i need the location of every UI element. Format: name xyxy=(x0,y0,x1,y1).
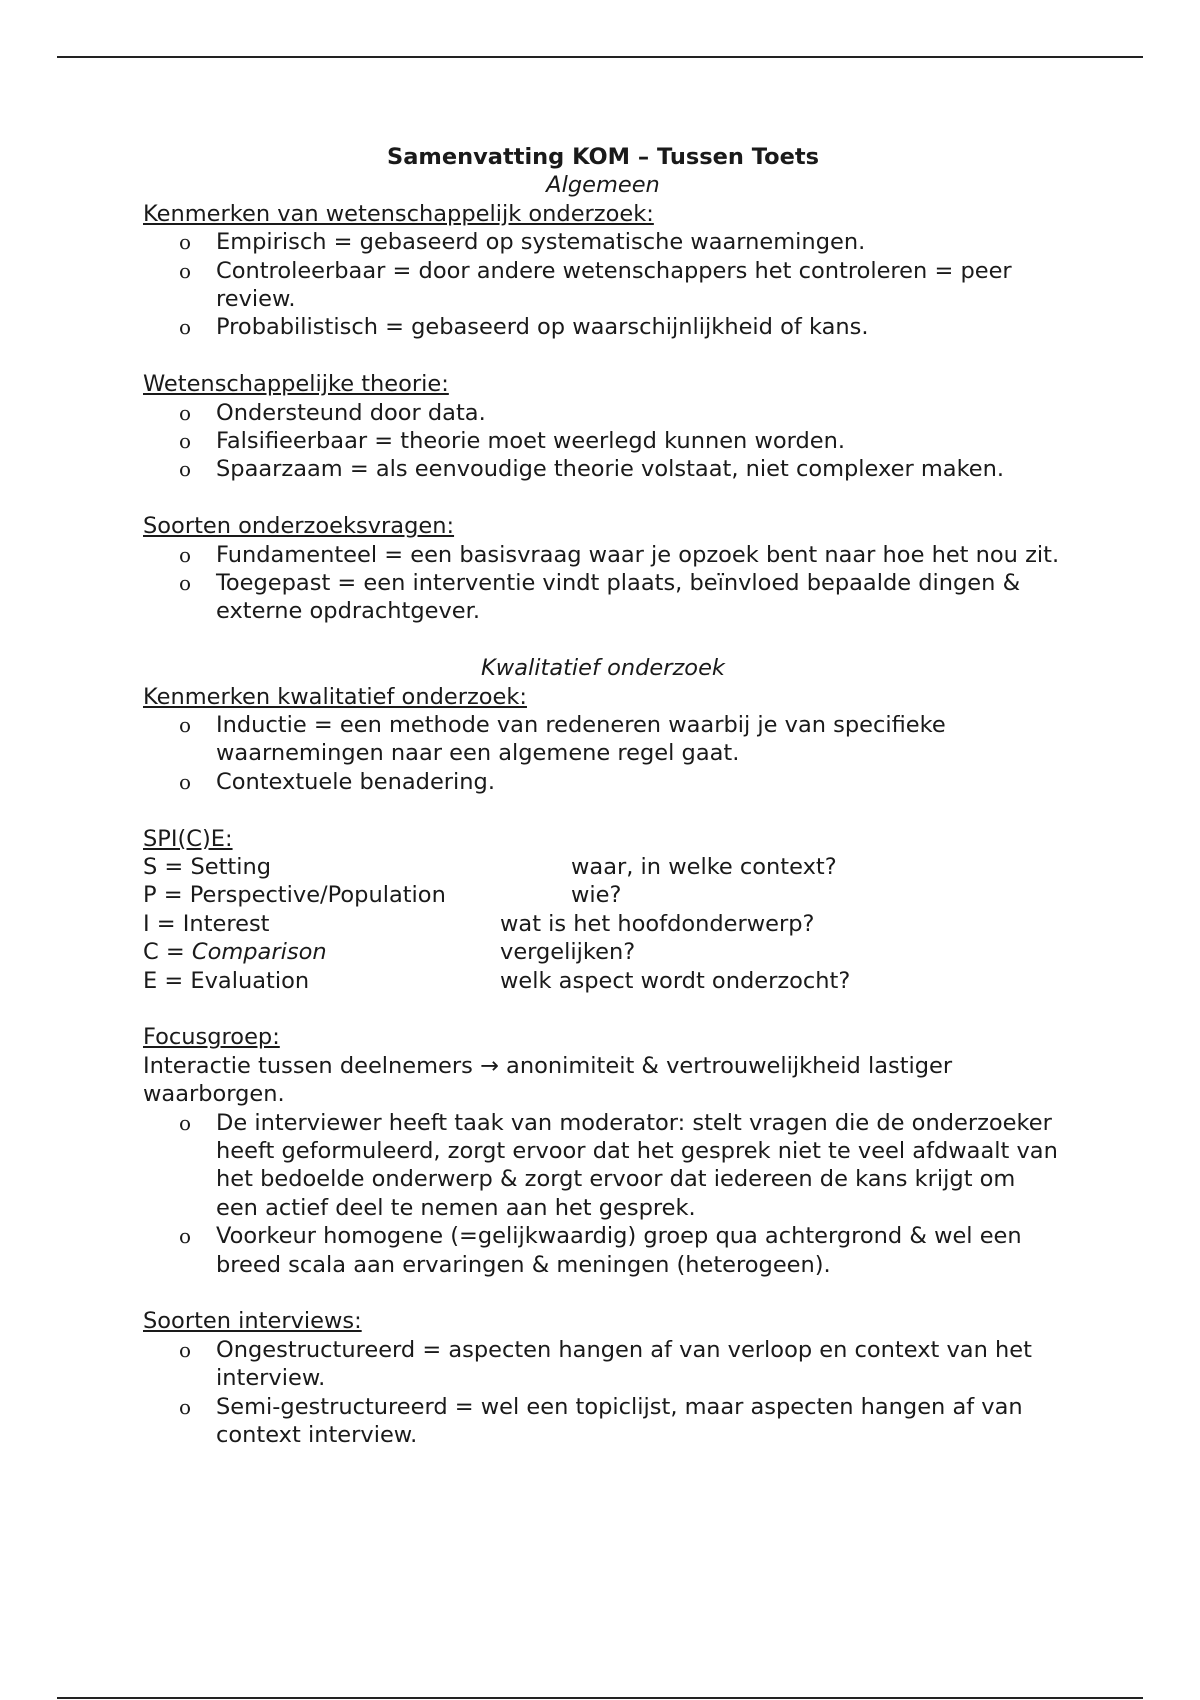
list-item: o Inductie = een methode van redeneren waarbij je van specifieke waarnemingen naar een algemene regel gaat. xyxy=(179,712,946,767)
list-item: o Falsifieerbaar = theorie moet weerlegd kunnen worden. xyxy=(179,428,846,455)
list-focusgroup xyxy=(143,1109,1063,1279)
bullet-icon: o xyxy=(179,429,192,454)
list-item: o Controleerbaar = door andere wetenschappers het controleren = peer review. xyxy=(179,257,1012,312)
bullet-icon: o xyxy=(179,1337,192,1362)
bullet-icon: o xyxy=(179,769,192,794)
list-qualitative xyxy=(143,711,1063,796)
bullet-icon: o xyxy=(179,457,192,482)
spice-row-c: C = Comparison vergelijken? xyxy=(143,939,636,966)
bullet-icon: o xyxy=(179,400,192,425)
document-title: Samenvatting KOM – Tussen Toets xyxy=(386,144,819,170)
bullet-icon: o xyxy=(179,1224,192,1249)
list-item: o De interviewer heeft taak van moderator: stelt vragen die de onderzoeker heeft geformuleerd, zorgt ervoor dat het gesprek niet te veel afdwaalt van het bedoelde onderwerp & zorgt ervoor dat iedereen de kans krijgt om een actief deel te nemen aan het gesprek. xyxy=(179,1109,1058,1221)
list-item: o Toegepast = een interventie vindt plaats, beïnvloed bepaalde dingen & externe opdrachtgever. xyxy=(179,570,1021,625)
list-interviews xyxy=(143,1336,1063,1450)
list-item: o Ongestructureerd = aspecten hangen af van verloop en context van het interview. xyxy=(179,1336,1032,1392)
list-item: o Ondersteund door data. xyxy=(179,399,486,426)
bullet-icon: o xyxy=(179,230,192,255)
subtitle-qualitative: Kwalitatief onderzoek xyxy=(481,655,725,682)
list-characteristics xyxy=(143,228,1063,342)
section-heading-theory: Wetenschappelijke theorie: xyxy=(143,371,449,398)
section-heading-research-questions: Soorten onderzoeksvragen: xyxy=(143,513,455,540)
section-heading-focusgroup: Focusgroep: xyxy=(143,1024,280,1051)
list-item: o Fundamenteel = een basisvraag waar je opzoek bent naar hoe het nou zit. xyxy=(179,541,1060,568)
list-item: o Spaarzaam = als eenvoudige theorie volstaat, niet complexer maken. xyxy=(179,456,1005,483)
spice-row-s: S = Setting waar, in welke context? xyxy=(143,854,837,881)
spice-row-p: P = Perspective/Population wie? xyxy=(143,882,622,909)
focusgroup-intro: Interactie tussen deelnemers → anonimiteit & vertrouwelijkheid lastiger waarborgen. xyxy=(143,1052,953,1108)
header-rule xyxy=(57,56,1143,58)
document-body xyxy=(143,143,1063,1449)
section-heading-qualitative: Kenmerken kwalitatief onderzoek: xyxy=(143,683,527,710)
bullet-icon: o xyxy=(179,713,192,738)
list-item: o Probabilistisch = gebaseerd op waarschijnlijkheid of kans. xyxy=(179,314,869,341)
footer-rule xyxy=(57,1697,1143,1699)
bullet-icon: o xyxy=(179,258,192,283)
bullet-icon: o xyxy=(179,1110,192,1135)
section-heading-characteristics: Kenmerken van wetenschappelijk onderzoek: xyxy=(143,200,654,227)
section-heading-interviews: Soorten interviews: xyxy=(143,1308,362,1335)
bullet-icon: o xyxy=(179,315,192,340)
list-research-questions xyxy=(143,541,1063,626)
list-item: o Contextuele benadering. xyxy=(179,768,495,795)
bullet-icon: o xyxy=(179,542,192,567)
section-heading-spice: SPI(C)E: xyxy=(143,825,233,852)
list-theory xyxy=(143,399,1063,484)
list-item: o Empirisch = gebaseerd op systematische waarnemingen. xyxy=(179,229,866,256)
subtitle-general: Algemeen xyxy=(546,172,660,199)
spice-row-e: E = Evaluation welk aspect wordt onderzocht? xyxy=(143,967,851,994)
spice-row-i: I = Interest wat is het hoofdonderwerp? xyxy=(143,910,815,937)
list-item: o Voorkeur homogene (=gelijkwaardig) groep qua achtergrond & wel een breed scala aan ervaringen & meningen (heterogeen). xyxy=(179,1223,1022,1278)
bullet-icon: o xyxy=(179,1394,192,1419)
bullet-icon: o xyxy=(179,571,192,596)
list-item: o Semi-gestructureerd = wel een topiclijst, maar aspecten hangen af van context interview. xyxy=(179,1393,1023,1449)
